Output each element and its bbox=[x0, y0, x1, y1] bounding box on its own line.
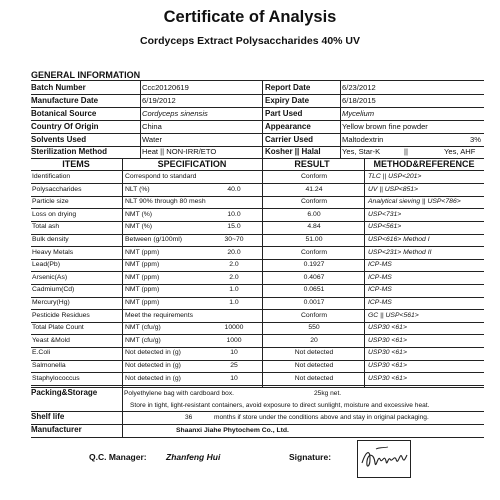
item-cell: Mercury(Hg) bbox=[32, 299, 70, 306]
result-cell: Not detected bbox=[294, 374, 334, 382]
storage-text: Store in tight, light-resistant containers, avoid exposure to direct sunlight, moisture and excessive heat. bbox=[130, 402, 430, 409]
spec-value-cell: 25 bbox=[230, 362, 238, 369]
method-cell: Analytical sieving || USP<786> bbox=[368, 198, 461, 206]
table-column-divider bbox=[262, 159, 263, 387]
report-date-label: Report Date bbox=[265, 83, 311, 92]
method-cell: ICP-MS bbox=[368, 299, 392, 306]
halal-value: Yes, AHF bbox=[444, 147, 476, 156]
result-cell: 0.4067 bbox=[303, 273, 325, 281]
spec-value-cell: 1.0 bbox=[229, 299, 239, 306]
item-cell: Particle size bbox=[32, 198, 69, 206]
carrier-percentage: 3% bbox=[470, 135, 481, 144]
manufacture-date-value: 6/19/2012 bbox=[142, 96, 176, 105]
qc-manager-name: Zhanfeng Hui bbox=[166, 452, 221, 462]
method-cell: USP<231> Method II bbox=[368, 248, 432, 256]
shelf-life-label: Shelf life bbox=[31, 412, 65, 421]
batch-number-label: Batch Number bbox=[31, 83, 86, 92]
footer-column-divider bbox=[122, 388, 123, 437]
result-cell: 41.24 bbox=[305, 185, 323, 193]
botanical-source-label: Botanical Source bbox=[31, 109, 97, 118]
spec-value-cell: 10000 bbox=[224, 324, 244, 332]
method-cell: ICP-MS bbox=[368, 261, 392, 269]
result-cell: 550 bbox=[308, 324, 320, 332]
spec-value-cell: 20.0 bbox=[227, 248, 241, 256]
spec-cell: Meet the requirements bbox=[125, 311, 194, 319]
handwritten-signature bbox=[357, 440, 411, 478]
column-header-items: ITEMS bbox=[62, 159, 90, 169]
item-cell: Salmonella bbox=[32, 362, 66, 369]
signature-scribble-icon bbox=[358, 441, 410, 477]
expiry-date-label: Expiry Date bbox=[265, 96, 310, 105]
method-cell: UV || USP<851> bbox=[368, 185, 419, 193]
solvents-used-value: Water bbox=[142, 135, 162, 144]
method-cell: USP30 <61> bbox=[368, 362, 407, 369]
spec-cell: NMT (ppm) bbox=[125, 248, 160, 256]
method-cell: TLC || USP<201> bbox=[368, 173, 422, 180]
spec-value-cell: 40.0 bbox=[227, 185, 241, 193]
result-cell: 20 bbox=[310, 336, 318, 344]
method-cell: USP<561> bbox=[368, 223, 402, 231]
manufacturer-value: Shaanxi Jiahe Phytochem Co., Ltd. bbox=[176, 427, 289, 434]
manufacturer-label: Manufacturer bbox=[31, 425, 82, 434]
appearance-value: Yellow brown fine powder bbox=[342, 122, 428, 131]
item-cell: Lead(Pb) bbox=[32, 261, 60, 269]
part-used-value: Mycelium bbox=[342, 109, 375, 118]
item-cell: Arsenic(As) bbox=[32, 273, 68, 281]
footer-bottom-rule bbox=[31, 437, 484, 438]
packing-weight: 25kg net. bbox=[314, 390, 342, 397]
general-heading-rule bbox=[31, 80, 484, 81]
signature-label: Signature: bbox=[289, 452, 332, 462]
spec-value-cell: 10 bbox=[230, 374, 238, 382]
spec-value-cell: 2.0 bbox=[229, 273, 239, 281]
item-cell: Pesticide Residues bbox=[32, 311, 90, 319]
kosher-halal-label: Kosher || Halal bbox=[265, 147, 321, 156]
kosher-value: Yes, Star-K bbox=[342, 147, 381, 156]
item-cell: Polysaccharides bbox=[32, 185, 82, 193]
general-row-rule bbox=[31, 146, 484, 147]
spec-cell: Not detected in (g) bbox=[125, 374, 181, 382]
sterilization-method-label: Sterilization Method bbox=[31, 147, 107, 156]
packing-storage-label: Packing&Storage bbox=[31, 388, 98, 397]
result-cell: 0.0651 bbox=[303, 286, 325, 294]
packing-rule bbox=[31, 411, 484, 412]
spec-cell: NMT (ppm) bbox=[125, 273, 160, 281]
method-cell: ICP-MS bbox=[368, 286, 392, 294]
carrier-used-value: Maltodextrin bbox=[342, 135, 384, 144]
spec-value-cell: 15.0 bbox=[227, 223, 241, 231]
spec-cell: NMT (cfu/g) bbox=[125, 324, 161, 332]
general-row-rule bbox=[31, 133, 484, 134]
spec-cell: Not detected in (g) bbox=[125, 349, 181, 357]
spec-cell: NMT (ppm) bbox=[125, 299, 160, 306]
result-cell: 4.84 bbox=[307, 223, 321, 231]
method-cell: USP30 <61> bbox=[368, 336, 407, 344]
spec-value-cell: 10 bbox=[230, 349, 238, 357]
report-date-value: 6/23/2012 bbox=[342, 83, 376, 92]
result-cell: 6.00 bbox=[307, 210, 321, 218]
spec-cell: Between (g/100ml) bbox=[125, 236, 183, 243]
method-cell: USP<616> Method I bbox=[368, 236, 430, 243]
column-header-method: METHOD&REFERENCE bbox=[373, 159, 475, 169]
qc-manager-label: Q.C. Manager: bbox=[89, 452, 147, 462]
shelf-life-months: 36 bbox=[185, 414, 193, 421]
general-row-rule bbox=[31, 107, 484, 108]
country-of-origin-value: China bbox=[142, 122, 162, 131]
batch-number-value: Ccc20120619 bbox=[142, 83, 189, 92]
part-used-label: Part Used bbox=[265, 109, 303, 118]
method-cell: USP<731> bbox=[368, 210, 402, 218]
item-cell: Loss on drying bbox=[32, 210, 77, 218]
document-title: Certificate of Analysis bbox=[163, 8, 337, 26]
result-cell: Conform bbox=[300, 173, 328, 180]
result-cell: 0.0017 bbox=[303, 299, 325, 306]
result-cell: Not detected bbox=[294, 349, 334, 357]
table-column-divider bbox=[122, 159, 123, 387]
item-cell: Staphylococcus bbox=[32, 374, 80, 382]
result-cell: Conform bbox=[300, 311, 328, 319]
country-of-origin-label: Country Of Origin bbox=[31, 122, 99, 131]
shelf-rule bbox=[31, 424, 484, 425]
spec-cell: Correspond to standard bbox=[125, 173, 197, 180]
general-row-rule bbox=[31, 94, 484, 95]
botanical-source-value: Cordyceps sinensis bbox=[142, 109, 208, 118]
method-cell: GC || USP<561> bbox=[368, 311, 419, 319]
item-cell: Total ash bbox=[32, 223, 60, 231]
result-cell: 0.1927 bbox=[303, 261, 325, 269]
result-cell: Conform bbox=[300, 248, 328, 256]
item-cell: Yeast &Mold bbox=[32, 336, 70, 344]
spec-value-cell: 30~70 bbox=[224, 236, 244, 243]
packing-text: Polyethylene bag with cardboard box. bbox=[124, 390, 234, 397]
solvents-used-label: Solvents Used bbox=[31, 135, 87, 144]
method-cell: USP30 <61> bbox=[368, 374, 407, 382]
column-header-result: RESULT bbox=[294, 159, 330, 169]
table-row-rule bbox=[31, 385, 484, 386]
kosher-halal-separator: || bbox=[404, 147, 408, 156]
expiry-date-value: 6/18/2015 bbox=[342, 96, 376, 105]
result-cell: Not detected bbox=[294, 362, 334, 369]
item-cell: Bulk density bbox=[32, 236, 69, 243]
table-bottom-rule bbox=[31, 387, 484, 388]
sterilization-method-value: Heat || NON-IRR/ETO bbox=[142, 147, 217, 156]
spec-cell: Not detected in (g) bbox=[125, 362, 181, 369]
item-cell: Cadmium(Cd) bbox=[32, 286, 75, 294]
shelf-life-text: months if store under the conditions above and stay in original packaging. bbox=[214, 414, 429, 421]
spec-value-cell: 2.0 bbox=[229, 261, 239, 269]
method-cell: ICP-MS bbox=[368, 273, 392, 281]
spec-cell: NMT (ppm) bbox=[125, 286, 160, 294]
item-cell: Total Plate Count bbox=[32, 324, 84, 332]
result-cell: Conform bbox=[300, 198, 328, 206]
item-cell: Heavy Metals bbox=[32, 248, 74, 256]
item-cell: Identification bbox=[32, 173, 71, 180]
spec-value-cell: 1000 bbox=[226, 336, 242, 344]
appearance-label: Appearance bbox=[265, 122, 311, 131]
spec-cell: NMT (cfu/g) bbox=[125, 336, 161, 344]
manufacture-date-label: Manufacture Date bbox=[31, 96, 99, 105]
item-cell: E.Coli bbox=[32, 349, 51, 357]
carrier-used-label: Carrier Used bbox=[265, 135, 314, 144]
general-information-heading: GENERAL INFORMATION bbox=[31, 70, 141, 80]
table-header-rule bbox=[31, 170, 484, 171]
spec-cell: NMT (ppm) bbox=[125, 261, 160, 269]
spec-cell: NMT (%) bbox=[125, 210, 153, 218]
table-column-divider bbox=[364, 159, 365, 387]
spec-cell: NLT (%) bbox=[125, 185, 150, 193]
spec-value-cell: 10.0 bbox=[227, 210, 241, 218]
method-cell: USP30 <61> bbox=[368, 349, 407, 357]
spec-cell: NLT 90% through 80 mesh bbox=[125, 198, 206, 206]
general-row-rule bbox=[31, 120, 484, 121]
spec-value-cell: 1.0 bbox=[229, 286, 239, 294]
result-cell: 51.00 bbox=[305, 236, 323, 243]
method-cell: USP30 <61> bbox=[368, 324, 407, 332]
spec-cell: NMT (%) bbox=[125, 223, 153, 231]
document-subtitle: Cordyceps Extract Polysaccharides 40% UV bbox=[139, 35, 361, 47]
column-header-specification: SPECIFICATION bbox=[157, 159, 227, 169]
